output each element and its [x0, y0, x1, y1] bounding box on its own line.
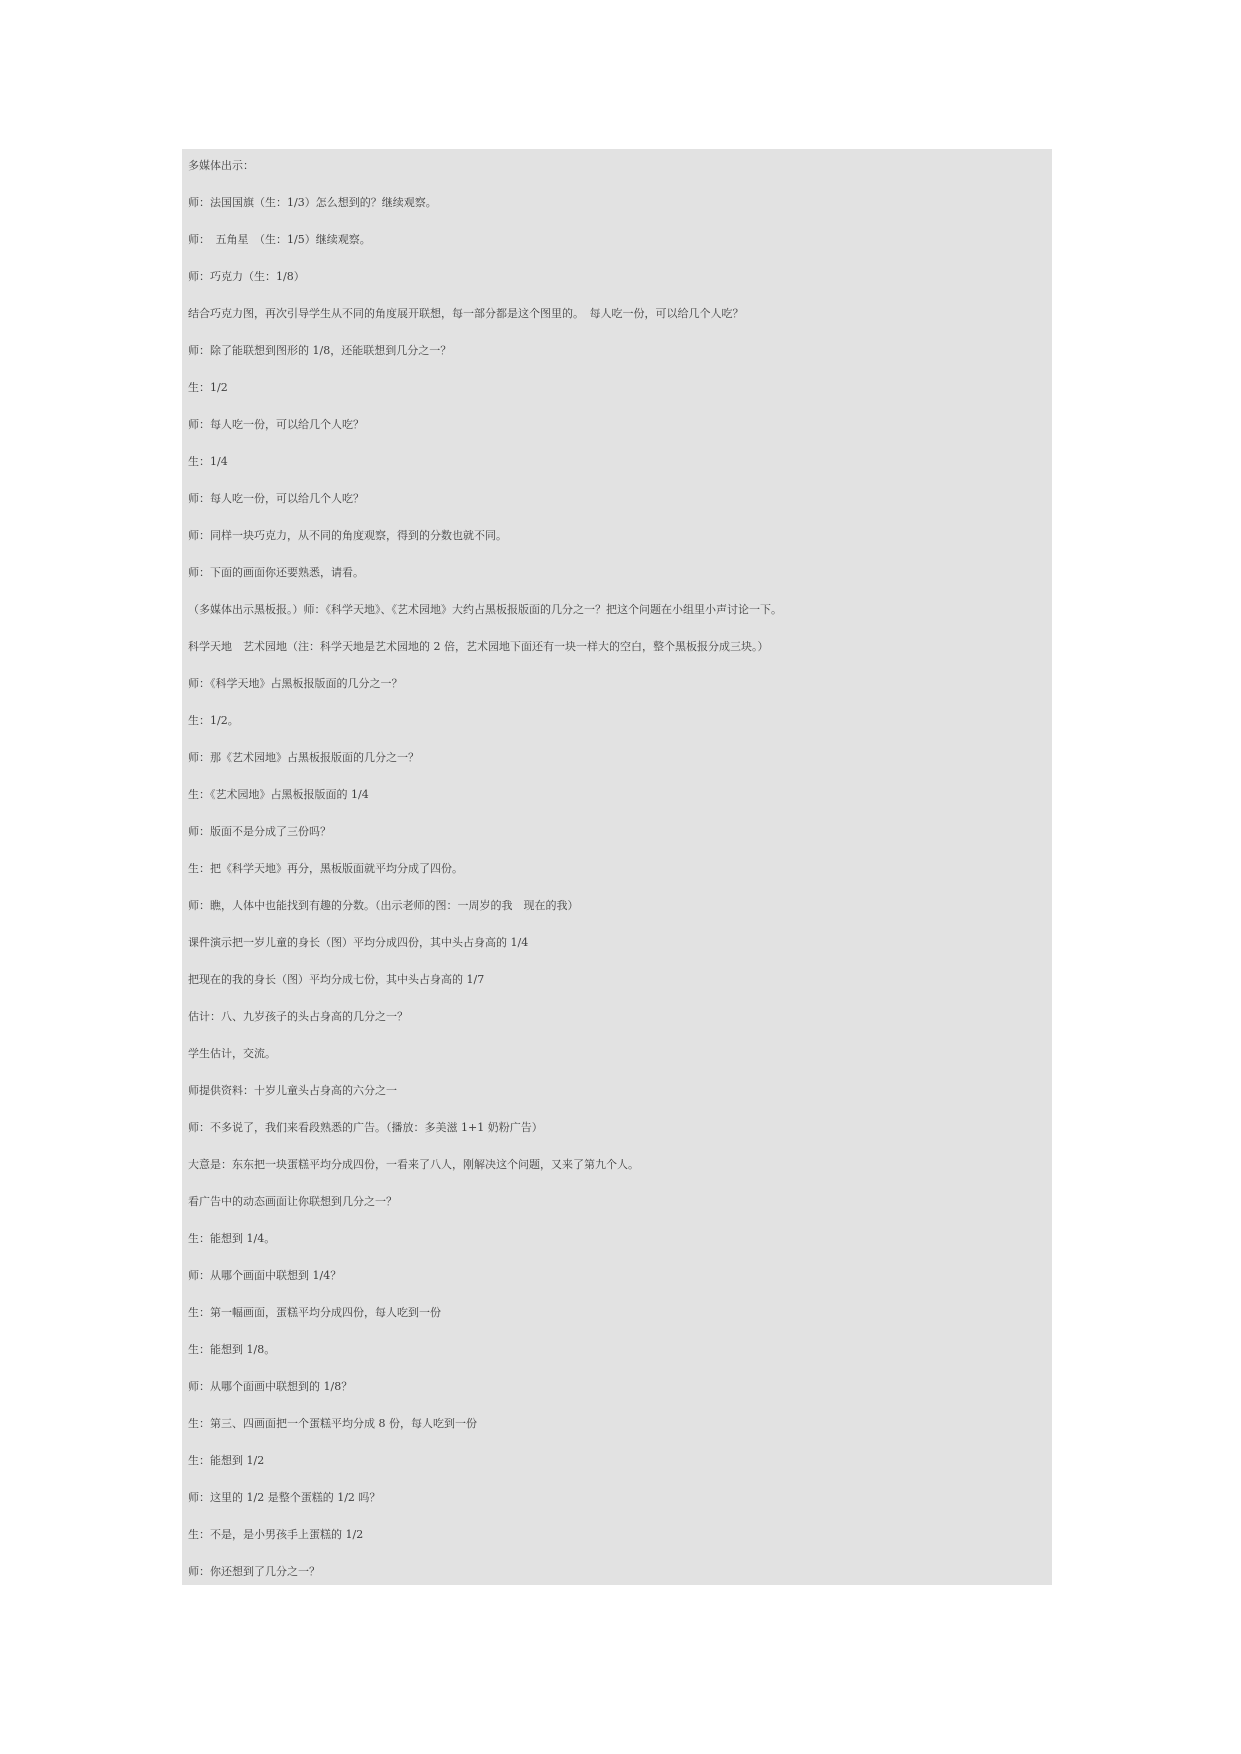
- text-line: 生：《艺术园地》占黑板报版面的 1/4: [188, 788, 369, 801]
- text-line: 生：1/2。: [188, 714, 239, 727]
- text-line: 师：每人吃一份，可以给几个人吃？: [188, 418, 364, 431]
- text-line: 生：第三、四画面把一个蛋糕平均分成 8 份，每人吃到一份: [188, 1417, 477, 1430]
- text-line: 师提供资料：十岁儿童头占身高的六分之一: [188, 1084, 397, 1097]
- text-line: （多媒体出示黑板报。）师：《科学天地》、《艺术园地》大约占黑板报版面的几分之一？把这个问题在小组里小声讨论一下。: [188, 603, 782, 616]
- text-line: 师：这里的 1/2 是整个蛋糕的 1/2 吗？: [188, 1491, 381, 1504]
- text-line: 师：瞧，人体中也能找到有趣的分数。（出示老师的图：一周岁的我 现在的我）: [188, 899, 579, 912]
- text-line: 生：能想到 1/4。: [188, 1232, 276, 1245]
- text-line: 生：第一幅画面，蛋糕平均分成四份，每人吃到一份: [188, 1306, 441, 1319]
- text-line: 学生估计，交流。: [188, 1047, 276, 1060]
- text-line: 师：版面不是分成了三份吗？: [188, 825, 331, 838]
- text-line: 多媒体出示：: [188, 159, 254, 172]
- text-line: 师：巧克力（生：1/8）: [188, 270, 305, 283]
- text-line: 师： 五角星 （生：1/5）继续观察。: [188, 233, 371, 246]
- text-line: 课件演示把一岁儿童的身长（图）平均分成四份，其中头占身高的 1/4: [188, 936, 529, 949]
- text-line: 生：能想到 1/8。: [188, 1343, 276, 1356]
- text-line: 生：不是，是小男孩手上蛋糕的 1/2: [188, 1528, 364, 1541]
- text-line: 大意是：东东把一块蛋糕平均分成四份，一看来了八人，刚解决这个问题，又来了第九个人。: [188, 1158, 639, 1171]
- text-line: 生：1/4: [188, 455, 228, 468]
- text-line: 结合巧克力图，再次引导学生从不同的角度展开联想，每一部分都是这个图里的。 每人吃一份，可以给几个人吃？: [188, 307, 744, 320]
- text-line: 生：1/2: [188, 381, 228, 394]
- text-line: 师：除了能联想到图形的 1/8，还能联想到几分之一？: [188, 344, 452, 357]
- text-line: 看广告中的动态画面让你联想到几分之一？: [188, 1195, 397, 1208]
- text-line: 生：能想到 1/2: [188, 1454, 265, 1467]
- text-line: 把现在的我的身长（图）平均分成七份，其中头占身高的 1/7: [188, 973, 485, 986]
- text-line: 师：《科学天地》占黑板报版面的几分之一？: [188, 677, 403, 690]
- text-line: 师：你还想到了几分之一？: [188, 1565, 320, 1578]
- text-line: 师：那《艺术园地》占黑板报版面的几分之一？: [188, 751, 419, 764]
- text-line: 师：法国国旗（生：1/3）怎么想到的？继续观察。: [188, 196, 437, 209]
- text-line: 师：下面的画面你还要熟悉，请看。: [188, 566, 364, 579]
- document-text-block: [182, 149, 1052, 1585]
- text-line: 师：同样一块巧克力，从不同的角度观察，得到的分数也就不同。: [188, 529, 507, 542]
- text-line: 估计：八、九岁孩子的头占身高的几分之一？: [188, 1010, 408, 1023]
- text-line: 师：从哪个面画中联想到的 1/8？: [188, 1380, 353, 1393]
- text-line: 生：把《科学天地》再分，黑板版面就平均分成了四份。: [188, 862, 463, 875]
- text-line: 师：不多说了，我们来看段熟悉的广告。（播放：多美滋 1+1 奶粉广告）: [188, 1121, 543, 1134]
- text-line: 科学天地 艺术园地（注：科学天地是艺术园地的 2 倍，艺术园地下面还有一块一样大的空白，整个黑板报分成三块。）: [188, 640, 769, 653]
- text-line: 师：每人吃一份，可以给几个人吃？: [188, 492, 364, 505]
- text-line: 师：从哪个画面中联想到 1/4？: [188, 1269, 342, 1282]
